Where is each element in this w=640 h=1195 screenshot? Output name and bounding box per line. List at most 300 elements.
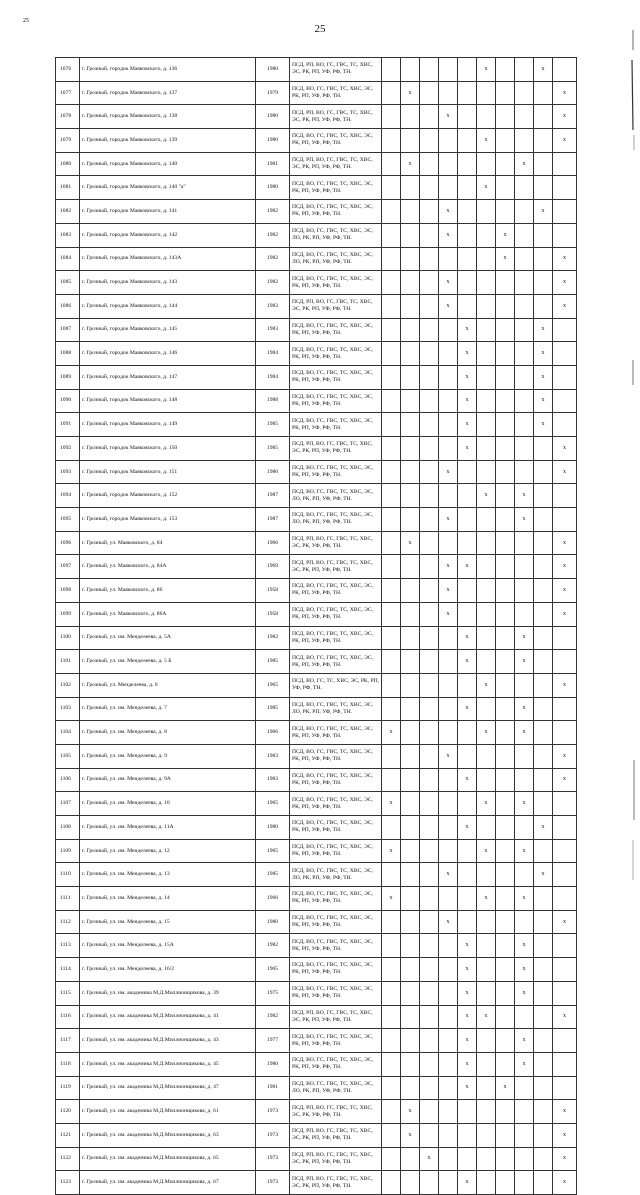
row-services: ПСД, ВО, ГС, ГВС, ТС, ХВС, ЭС, ЛО, РК, РП, УФ, РФ, ТН. bbox=[290, 484, 382, 508]
row-mark-7: x bbox=[496, 223, 515, 247]
row-mark-9 bbox=[534, 839, 553, 863]
row-mark-10: x bbox=[553, 105, 577, 129]
row-mark-9: x bbox=[534, 863, 553, 887]
row-mark-6 bbox=[477, 1029, 496, 1053]
row-mark-6: x bbox=[477, 673, 496, 697]
row-address: г. Грозный, ул. им. академика М.Д.Миллионщикова, д. 39 bbox=[80, 981, 256, 1005]
row-number: 1086 bbox=[56, 294, 80, 318]
row-mark-3 bbox=[420, 1076, 439, 1100]
row-services: ПСД, ВО, ГС, ГВС, ТС, ХВС, ЭС, РК, РП, УФ, РФ, ТН. bbox=[290, 579, 382, 603]
row-mark-4 bbox=[439, 1052, 458, 1076]
row-mark-1 bbox=[382, 129, 401, 153]
row-mark-3 bbox=[420, 152, 439, 176]
row-address: г. Грозный, ул. Маяковского, д. 86А bbox=[80, 602, 256, 626]
row-services: ПСД, ВО, ГС, ГВС, ТС, ХВС, ЭС, РК, РП, УФ, РФ, ТН. bbox=[290, 626, 382, 650]
row-address: г. Грозный, городок Маяковского, д. 147 bbox=[80, 365, 256, 389]
row-year: 1984 bbox=[256, 342, 290, 366]
row-number: 1088 bbox=[56, 342, 80, 366]
row-mark-7 bbox=[496, 105, 515, 129]
row-year: 1986 bbox=[256, 460, 290, 484]
row-mark-5 bbox=[458, 579, 477, 603]
row-mark-9 bbox=[534, 294, 553, 318]
table-row bbox=[56, 129, 577, 153]
row-number: 1110 bbox=[56, 863, 80, 887]
row-mark-5: x bbox=[458, 437, 477, 461]
row-address: г. Грозный, городок Маяковского, д. 136 bbox=[80, 58, 256, 82]
table-row bbox=[56, 247, 577, 271]
row-mark-7 bbox=[496, 958, 515, 982]
row-mark-9 bbox=[534, 81, 553, 105]
row-mark-8: x bbox=[515, 697, 534, 721]
row-mark-8: x bbox=[515, 887, 534, 911]
row-mark-2 bbox=[401, 271, 420, 295]
row-mark-8 bbox=[515, 176, 534, 200]
row-mark-4: x bbox=[439, 602, 458, 626]
row-mark-3 bbox=[420, 673, 439, 697]
row-year: 1966 bbox=[256, 887, 290, 911]
row-mark-8 bbox=[515, 318, 534, 342]
row-mark-5 bbox=[458, 484, 477, 508]
row-mark-4: x bbox=[439, 271, 458, 295]
row-mark-5 bbox=[458, 508, 477, 532]
row-mark-2 bbox=[401, 934, 420, 958]
row-mark-8 bbox=[515, 863, 534, 887]
row-number: 1111 bbox=[56, 887, 80, 911]
row-address: г. Грозный, ул. им. академика М.Д.Миллионщикова, д. 47 bbox=[80, 1076, 256, 1100]
row-mark-5 bbox=[458, 105, 477, 129]
row-number: 1113 bbox=[56, 934, 80, 958]
row-mark-7 bbox=[496, 981, 515, 1005]
row-mark-9 bbox=[534, 1029, 553, 1053]
row-services: ПСД, РП, ВО, ГС, ГВС, ТС, ХВС, ЭС, РК, РП, УФ, РФ, ТН. bbox=[290, 58, 382, 82]
row-mark-6 bbox=[477, 981, 496, 1005]
row-mark-6 bbox=[477, 413, 496, 437]
row-mark-4 bbox=[439, 318, 458, 342]
row-mark-7 bbox=[496, 721, 515, 745]
row-mark-7 bbox=[496, 863, 515, 887]
row-services: ПСД, ВО, ГС, ГВС, ТС, ХВС, ЭС, ЛО, РК, РП, УФ, РФ, ТН. bbox=[290, 863, 382, 887]
row-mark-9 bbox=[534, 721, 553, 745]
row-mark-7 bbox=[496, 1100, 515, 1124]
row-mark-8 bbox=[515, 1147, 534, 1171]
row-number: 1082 bbox=[56, 200, 80, 224]
row-mark-9 bbox=[534, 650, 553, 674]
row-mark-5: x bbox=[458, 342, 477, 366]
row-mark-5: x bbox=[458, 958, 477, 982]
row-mark-4 bbox=[439, 673, 458, 697]
row-mark-2 bbox=[401, 910, 420, 934]
row-mark-1 bbox=[382, 365, 401, 389]
row-mark-6 bbox=[477, 271, 496, 295]
row-mark-9 bbox=[534, 673, 553, 697]
row-mark-1 bbox=[382, 484, 401, 508]
row-mark-8: x bbox=[515, 981, 534, 1005]
row-services: ПСД, ВО, ГС, ГВС, ТС, ХВС, ЭС, РК, РП, УФ, РФ, ТН. bbox=[290, 910, 382, 934]
row-mark-3 bbox=[420, 413, 439, 437]
row-mark-7 bbox=[496, 508, 515, 532]
row-services: ПСД, ВО, ГС, ГВС, ТС, ХВС, ЭС, РК, РП, УФ, РФ, ТН. bbox=[290, 271, 382, 295]
row-address: г. Грозный, ул. им. Менделеева, д. 8 bbox=[80, 721, 256, 745]
row-year: 1979 bbox=[256, 81, 290, 105]
row-mark-6 bbox=[477, 934, 496, 958]
row-mark-1 bbox=[382, 200, 401, 224]
row-services: ПСД, ВО, ГС, ГВС, ТС, ХВС, ЭС, ЛО, РК, РП, УФ, РФ, ТН. bbox=[290, 223, 382, 247]
row-mark-9 bbox=[534, 508, 553, 532]
row-mark-1 bbox=[382, 1005, 401, 1029]
row-mark-9 bbox=[534, 744, 553, 768]
row-mark-4 bbox=[439, 934, 458, 958]
row-year: 1958 bbox=[256, 602, 290, 626]
row-mark-10: x bbox=[553, 1123, 577, 1147]
row-mark-9 bbox=[534, 247, 553, 271]
row-mark-7 bbox=[496, 413, 515, 437]
row-mark-10 bbox=[553, 697, 577, 721]
row-year: 1985 bbox=[256, 697, 290, 721]
row-mark-3 bbox=[420, 1005, 439, 1029]
row-address: г. Грозный, ул. им. академика М.Д.Миллионщикова, д. 45 bbox=[80, 1052, 256, 1076]
row-mark-8: x bbox=[515, 792, 534, 816]
row-mark-3 bbox=[420, 887, 439, 911]
row-mark-5: x bbox=[458, 768, 477, 792]
row-mark-4 bbox=[439, 981, 458, 1005]
row-address: г. Грозный, городок Маяковского, д. 150 bbox=[80, 437, 256, 461]
row-mark-6: x bbox=[477, 129, 496, 153]
row-mark-8 bbox=[515, 413, 534, 437]
row-year: 1977 bbox=[256, 1029, 290, 1053]
row-mark-3 bbox=[420, 389, 439, 413]
row-mark-10: x bbox=[553, 531, 577, 555]
row-address: г. Грозный, ул. им. Менделеева, д. 15 bbox=[80, 910, 256, 934]
row-mark-9: x bbox=[534, 365, 553, 389]
row-mark-8 bbox=[515, 342, 534, 366]
row-mark-5 bbox=[458, 152, 477, 176]
row-mark-7 bbox=[496, 531, 515, 555]
row-mark-10 bbox=[553, 839, 577, 863]
table-row bbox=[56, 365, 577, 389]
row-mark-1 bbox=[382, 460, 401, 484]
row-mark-5 bbox=[458, 200, 477, 224]
row-mark-5 bbox=[458, 673, 477, 697]
row-year: 1980 bbox=[256, 176, 290, 200]
row-address: г. Грозный, ул. им. Менделеева, д. 9 bbox=[80, 744, 256, 768]
row-mark-6 bbox=[477, 697, 496, 721]
row-mark-7 bbox=[496, 768, 515, 792]
row-mark-5: x bbox=[458, 365, 477, 389]
row-mark-10 bbox=[553, 863, 577, 887]
row-mark-1 bbox=[382, 342, 401, 366]
row-number: 1097 bbox=[56, 555, 80, 579]
row-mark-4 bbox=[439, 816, 458, 840]
row-mark-5 bbox=[458, 1100, 477, 1124]
table-row bbox=[56, 1029, 577, 1053]
row-year: 1973 bbox=[256, 1123, 290, 1147]
row-mark-10: x bbox=[553, 294, 577, 318]
row-services: ПСД, ВО, ГС, ГВС, ТС, ХВС, ЭС, РК, РП, УФ, РФ, ТН. bbox=[290, 389, 382, 413]
row-mark-1 bbox=[382, 579, 401, 603]
row-mark-9 bbox=[534, 555, 553, 579]
row-mark-3 bbox=[420, 176, 439, 200]
row-mark-7 bbox=[496, 1029, 515, 1053]
row-number: 1099 bbox=[56, 602, 80, 626]
row-year: 1985 bbox=[256, 650, 290, 674]
row-mark-6 bbox=[477, 816, 496, 840]
row-address: г. Грозный, городок Маяковского, д. 144 bbox=[80, 294, 256, 318]
table-row bbox=[56, 176, 577, 200]
row-address: г. Грозный, ул. им. академика М.Д.Миллионщикова, д. 65 bbox=[80, 1147, 256, 1171]
row-mark-6 bbox=[477, 460, 496, 484]
row-services: ПСД, ВО, ГС, ГВС, ТС, ХВС, ЭС, РК, РП, УФ, РФ, ТН. bbox=[290, 721, 382, 745]
row-services: ПСД, РП, ВО, ГС, ГВС, ТС, ХВС, ЭС, РК, РП, УФ, РФ, ТН. bbox=[290, 294, 382, 318]
row-mark-10 bbox=[553, 389, 577, 413]
row-number: 1095 bbox=[56, 508, 80, 532]
row-mark-4: x bbox=[439, 223, 458, 247]
row-year: 1982 bbox=[256, 200, 290, 224]
row-number: 1089 bbox=[56, 365, 80, 389]
row-mark-6 bbox=[477, 152, 496, 176]
row-mark-3 bbox=[420, 271, 439, 295]
row-address: г. Грозный, ул. им. Менделеева, д. 14 bbox=[80, 887, 256, 911]
row-mark-1 bbox=[382, 508, 401, 532]
row-mark-6: x bbox=[477, 792, 496, 816]
row-number: 1101 bbox=[56, 650, 80, 674]
row-mark-5 bbox=[458, 839, 477, 863]
row-year: 1966 bbox=[256, 721, 290, 745]
row-mark-4 bbox=[439, 152, 458, 176]
row-mark-10 bbox=[553, 981, 577, 1005]
row-year: 1965 bbox=[256, 792, 290, 816]
row-mark-10 bbox=[553, 650, 577, 674]
row-number: 1092 bbox=[56, 437, 80, 461]
row-mark-8: x bbox=[515, 721, 534, 745]
row-services: ПСД, РП, ВО, ГС, ГВС, ТС, ХВС, ЭС, РК, УФ, РФ, ТН. bbox=[290, 531, 382, 555]
row-mark-8: x bbox=[515, 626, 534, 650]
row-mark-3 bbox=[420, 294, 439, 318]
row-mark-1: x bbox=[382, 839, 401, 863]
row-mark-2 bbox=[401, 294, 420, 318]
row-mark-8: x bbox=[515, 934, 534, 958]
row-mark-5 bbox=[458, 81, 477, 105]
row-mark-2 bbox=[401, 318, 420, 342]
row-mark-4 bbox=[439, 342, 458, 366]
row-year: 1984 bbox=[256, 365, 290, 389]
table-row bbox=[56, 389, 577, 413]
row-mark-5: x bbox=[458, 1171, 477, 1195]
row-mark-4 bbox=[439, 389, 458, 413]
row-mark-3 bbox=[420, 839, 439, 863]
row-year: 1980 bbox=[256, 129, 290, 153]
row-mark-5: x bbox=[458, 389, 477, 413]
row-mark-3 bbox=[420, 721, 439, 745]
row-mark-4 bbox=[439, 1171, 458, 1195]
row-mark-2 bbox=[401, 555, 420, 579]
row-number: 1100 bbox=[56, 626, 80, 650]
row-mark-3 bbox=[420, 934, 439, 958]
row-mark-7 bbox=[496, 437, 515, 461]
table-row bbox=[56, 721, 577, 745]
row-mark-4: x bbox=[439, 105, 458, 129]
row-mark-5 bbox=[458, 1147, 477, 1171]
row-mark-4 bbox=[439, 1029, 458, 1053]
row-number: 1093 bbox=[56, 460, 80, 484]
row-mark-8 bbox=[515, 1123, 534, 1147]
row-mark-1 bbox=[382, 58, 401, 82]
row-mark-3 bbox=[420, 81, 439, 105]
row-mark-7 bbox=[496, 342, 515, 366]
row-mark-7 bbox=[496, 839, 515, 863]
row-mark-7 bbox=[496, 887, 515, 911]
row-mark-8 bbox=[515, 437, 534, 461]
row-services: ПСД, ВО, ГС, ГВС, ТС, ХВС, ЭС, РК, РП, УФ, РФ, ТН. bbox=[290, 602, 382, 626]
row-services: ПСД, ВО, ГС, ГВС, ТС, ХВС, ЭС, РК, РП, УФ, РФ, ТН. bbox=[290, 839, 382, 863]
row-mark-2 bbox=[401, 484, 420, 508]
row-mark-4 bbox=[439, 626, 458, 650]
row-mark-6 bbox=[477, 247, 496, 271]
row-mark-9 bbox=[534, 1171, 553, 1195]
row-mark-10 bbox=[553, 1052, 577, 1076]
row-year: 1982 bbox=[256, 934, 290, 958]
row-mark-6 bbox=[477, 1052, 496, 1076]
row-number: 1115 bbox=[56, 981, 80, 1005]
row-mark-5 bbox=[458, 460, 477, 484]
row-mark-7 bbox=[496, 389, 515, 413]
row-mark-7 bbox=[496, 555, 515, 579]
row-mark-1 bbox=[382, 863, 401, 887]
row-services: ПСД, ВО, ГС, ГВС, ТС, ХВС, ЭС, ЛО, РК, РП, УФ, РФ, ТН. bbox=[290, 1076, 382, 1100]
row-mark-2 bbox=[401, 58, 420, 82]
row-mark-9: x bbox=[534, 816, 553, 840]
table-row bbox=[56, 223, 577, 247]
row-mark-7: x bbox=[496, 1076, 515, 1100]
row-mark-1 bbox=[382, 389, 401, 413]
row-address: г. Грозный, ул. им. Менделеева, д. 5 Б bbox=[80, 650, 256, 674]
row-mark-9 bbox=[534, 1005, 553, 1029]
row-services: ПСД, РП, ВО, ГС, ГВС, ТС, ХВС, ЭС, РК, РП, УФ, РФ, ТН. bbox=[290, 1005, 382, 1029]
row-services: ПСД, ВО, ГС, ГВС, ТС, ХВС, ЭС, РК, РП, УФ, РФ, ТН. bbox=[290, 176, 382, 200]
row-mark-9 bbox=[534, 1100, 553, 1124]
row-mark-3 bbox=[420, 697, 439, 721]
row-number: 1121 bbox=[56, 1123, 80, 1147]
row-mark-2: x bbox=[401, 152, 420, 176]
row-mark-1 bbox=[382, 294, 401, 318]
row-mark-4: x bbox=[439, 508, 458, 532]
row-mark-9 bbox=[534, 484, 553, 508]
row-number: 1122 bbox=[56, 1147, 80, 1171]
row-mark-6 bbox=[477, 81, 496, 105]
row-services: ПСД, РП, ВО, ГС, ГВС, ТС, ХВС, ЭС, РК, РП, УФ, РФ, ТН. bbox=[290, 437, 382, 461]
row-address: г. Грозный, городок Маяковского, д. 137 bbox=[80, 81, 256, 105]
row-mark-10 bbox=[553, 508, 577, 532]
row-mark-8 bbox=[515, 910, 534, 934]
row-mark-9 bbox=[534, 887, 553, 911]
row-year: 1980 bbox=[256, 1052, 290, 1076]
row-mark-8: x bbox=[515, 484, 534, 508]
row-mark-2 bbox=[401, 792, 420, 816]
row-mark-2 bbox=[401, 1029, 420, 1053]
row-services: ПСД, ВО, ГС, ГВС, ТС, ХВС, ЭС, РК, РП, УФ, РФ, ТН. bbox=[290, 460, 382, 484]
row-address: г. Грозный, ул. им. Менделеева, д. 15А bbox=[80, 934, 256, 958]
row-mark-4 bbox=[439, 768, 458, 792]
row-mark-4: x bbox=[439, 579, 458, 603]
row-mark-6 bbox=[477, 365, 496, 389]
row-mark-10 bbox=[553, 1029, 577, 1053]
row-mark-1 bbox=[382, 223, 401, 247]
row-mark-3 bbox=[420, 105, 439, 129]
row-mark-10 bbox=[553, 365, 577, 389]
row-services: ПСД, ВО, ГС, ТС, ХВС, ЭС, РК, РП, УФ, РФ, ТН. bbox=[290, 673, 382, 697]
row-year: 1982 bbox=[256, 247, 290, 271]
row-address: г. Грозный, ул. им. Менделеева, д. 5А bbox=[80, 626, 256, 650]
row-number: 1107 bbox=[56, 792, 80, 816]
row-mark-1 bbox=[382, 673, 401, 697]
row-mark-6 bbox=[477, 650, 496, 674]
row-mark-10 bbox=[553, 626, 577, 650]
row-mark-3 bbox=[420, 981, 439, 1005]
row-mark-4 bbox=[439, 1100, 458, 1124]
row-services: ПСД, РП, ВО, ГС, ГВС, ТС, ХВС, ЭС, РК, РП, УФ, РФ, ТН. bbox=[290, 152, 382, 176]
row-mark-1 bbox=[382, 1052, 401, 1076]
row-mark-8 bbox=[515, 271, 534, 295]
row-mark-1 bbox=[382, 1029, 401, 1053]
row-number: 1114 bbox=[56, 958, 80, 982]
row-services: ПСД, ВО, ГС, ГВС, ТС, ХВС, ЭС, РК, РП, УФ, РФ, ТН. bbox=[290, 792, 382, 816]
row-mark-2: x bbox=[401, 1123, 420, 1147]
row-mark-3 bbox=[420, 602, 439, 626]
table-row bbox=[56, 792, 577, 816]
row-mark-4: x bbox=[439, 863, 458, 887]
row-mark-10 bbox=[553, 934, 577, 958]
row-mark-7 bbox=[496, 200, 515, 224]
row-mark-6: x bbox=[477, 721, 496, 745]
row-mark-9 bbox=[534, 981, 553, 1005]
row-mark-8 bbox=[515, 389, 534, 413]
row-mark-2 bbox=[401, 1076, 420, 1100]
row-mark-9 bbox=[534, 460, 553, 484]
row-mark-1: x bbox=[382, 887, 401, 911]
row-mark-4 bbox=[439, 1076, 458, 1100]
row-mark-8 bbox=[515, 105, 534, 129]
row-address: г. Грозный, ул. им. Менделеева, д. 10 bbox=[80, 792, 256, 816]
row-mark-6 bbox=[477, 958, 496, 982]
row-mark-4: x bbox=[439, 555, 458, 579]
row-mark-3 bbox=[420, 958, 439, 982]
row-mark-8: x bbox=[515, 1029, 534, 1053]
row-year: 1980 bbox=[256, 105, 290, 129]
table-row bbox=[56, 673, 577, 697]
row-mark-5: x bbox=[458, 650, 477, 674]
row-mark-6 bbox=[477, 1076, 496, 1100]
row-mark-1 bbox=[382, 910, 401, 934]
row-number: 1094 bbox=[56, 484, 80, 508]
row-year: 1983 bbox=[256, 744, 290, 768]
row-mark-6 bbox=[477, 342, 496, 366]
row-mark-6 bbox=[477, 437, 496, 461]
row-number: 1105 bbox=[56, 744, 80, 768]
row-mark-5 bbox=[458, 721, 477, 745]
row-mark-5 bbox=[458, 792, 477, 816]
row-mark-1 bbox=[382, 105, 401, 129]
row-mark-7 bbox=[496, 318, 515, 342]
row-mark-8 bbox=[515, 200, 534, 224]
row-mark-4 bbox=[439, 697, 458, 721]
table-row bbox=[56, 1076, 577, 1100]
row-mark-7 bbox=[496, 365, 515, 389]
row-year: 1983 bbox=[256, 768, 290, 792]
row-year: 1980 bbox=[256, 910, 290, 934]
row-mark-3 bbox=[420, 247, 439, 271]
row-services: ПСД, РП, ВО, ГС, ГВС, ТС, ХВС, ЭС, РК, РП, УФ, РФ, ТН. bbox=[290, 555, 382, 579]
table-row bbox=[56, 484, 577, 508]
row-mark-4 bbox=[439, 650, 458, 674]
